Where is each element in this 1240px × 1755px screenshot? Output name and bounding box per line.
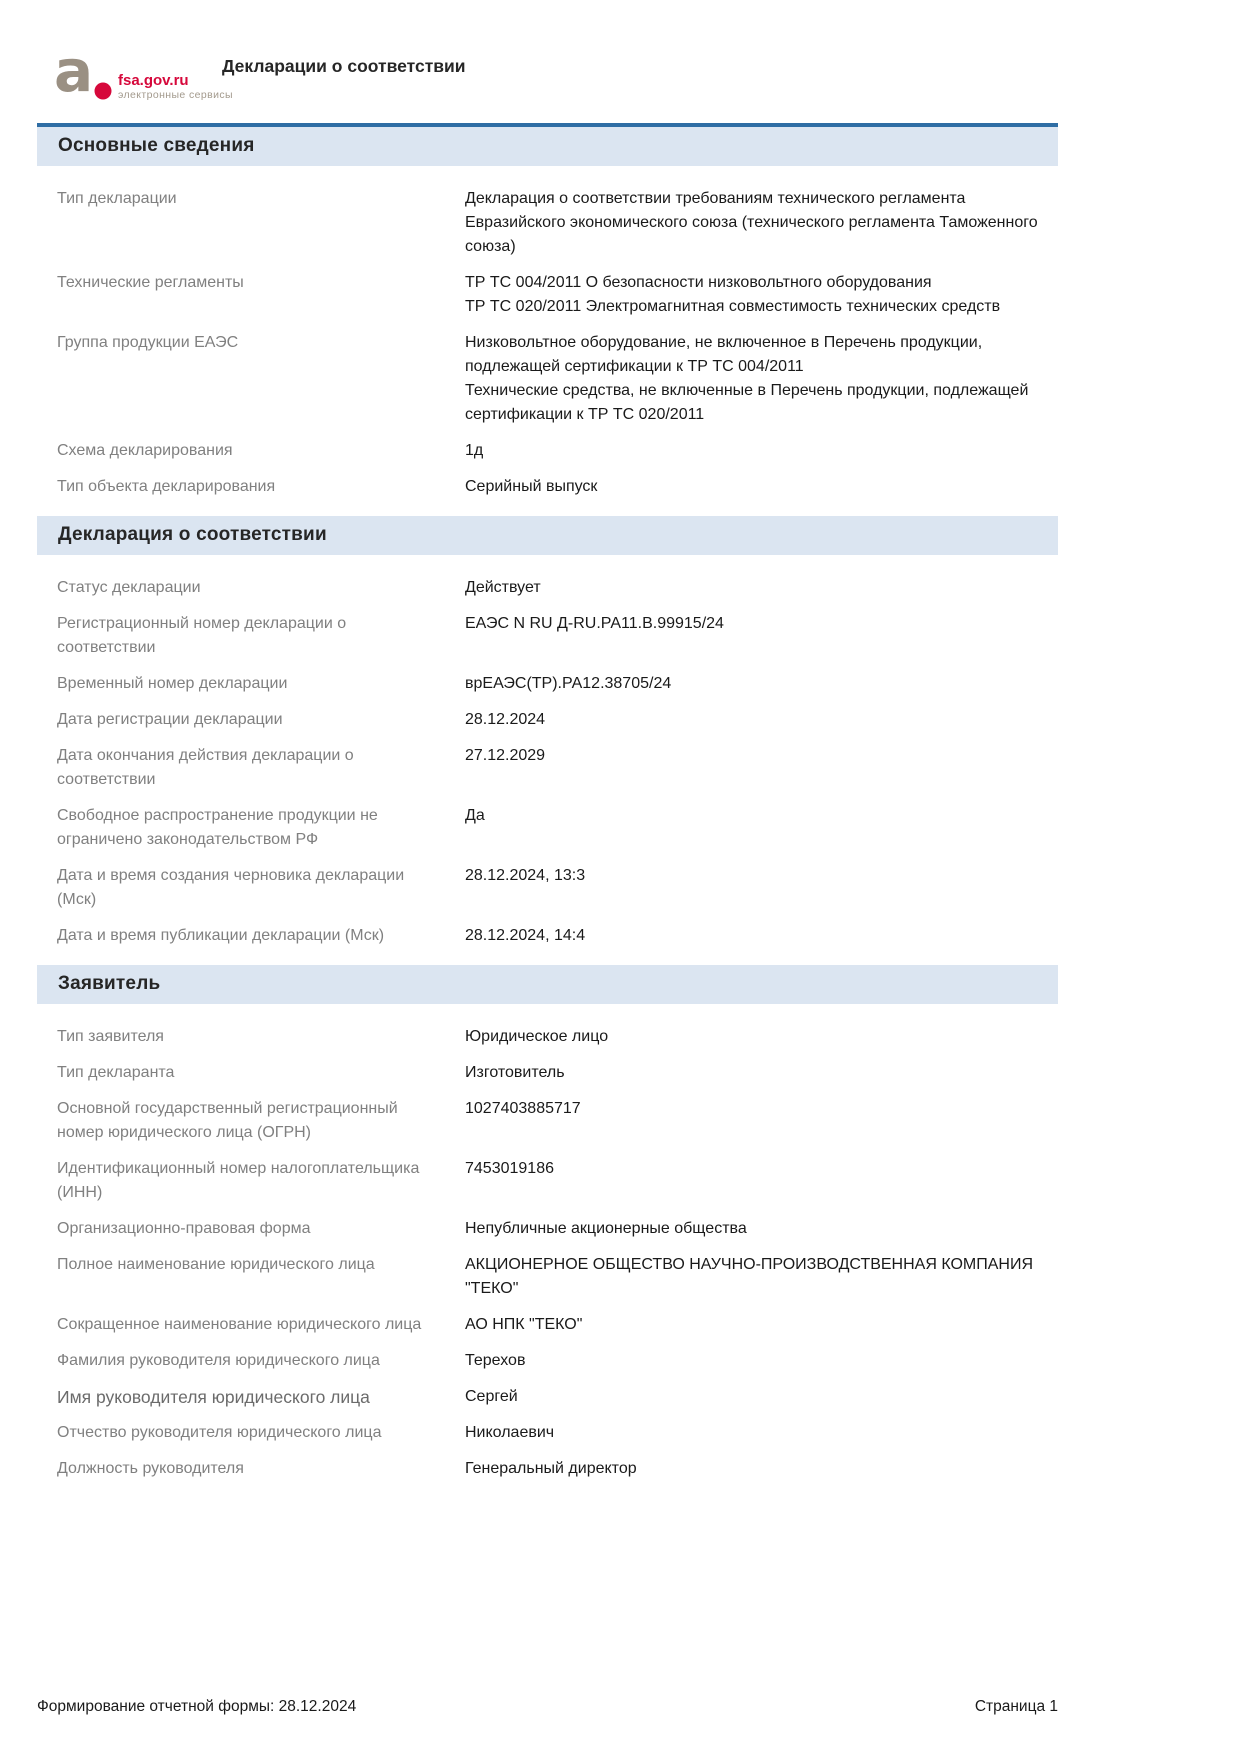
field-row — [37, 858, 1058, 918]
fsa-logo-tagline: электронные сервисы — [118, 89, 233, 101]
field-value — [465, 1313, 1043, 1337]
field-label: Регистрационный номер декларации о соответствии — [57, 615, 347, 656]
field-row — [37, 1451, 1058, 1487]
field-value — [465, 331, 1043, 427]
field-value-line: АКЦИОНЕРНОЕ ОБЩЕСТВО НАУЧНО-ПРОИЗВОДСТВЕННАЯ КОМПАНИЯ "ТЕКО" — [465, 1256, 1034, 1297]
field-value-line: Низковольтное оборудование, не включенное в Перечень продукции, подлежащей сертификации к ТР ТС 004/2011 — [465, 334, 983, 375]
field-row — [37, 325, 1058, 433]
field-value — [465, 708, 1043, 732]
field-value — [465, 271, 1043, 319]
field-row — [37, 469, 1058, 505]
field-row — [37, 1343, 1058, 1379]
field-row — [37, 1211, 1058, 1247]
field-value — [465, 672, 1043, 696]
field-value-line: ТР ТС 004/2011 О безопасности низковольтного оборудования — [465, 274, 932, 291]
section-rows — [37, 1019, 1058, 1487]
field-value — [465, 1385, 1043, 1409]
field-value-line: АО НПК "ТЕКО" — [465, 1316, 583, 1333]
section-title: Декларация о соответствии — [58, 524, 327, 545]
field-value — [465, 1025, 1043, 1049]
fsa-logo-text — [118, 73, 233, 102]
fsa-logo-domain: fsa.gov.ru — [118, 72, 189, 89]
field-label: Идентификационный номер налогоплательщика (ИНН) — [57, 1160, 420, 1201]
section-header — [37, 965, 1058, 1004]
section-title: Основные сведения — [58, 135, 255, 156]
section-rows — [37, 570, 1058, 954]
field-value — [465, 744, 1043, 792]
field-row — [37, 181, 1058, 265]
page-title: Декларации о соответствии — [222, 56, 466, 76]
field-value — [465, 1157, 1043, 1205]
section-2 — [37, 965, 1058, 1487]
field-row — [37, 798, 1058, 858]
section-0 — [37, 123, 1058, 505]
field-label: Основной государственный регистрационный номер юридического лица (ОГРН) — [57, 1100, 398, 1141]
field-value-line: 7453019186 — [465, 1160, 554, 1177]
field-value — [465, 1253, 1043, 1301]
field-label: Имя руководителя юридического лица — [57, 1387, 370, 1407]
field-value-line: Действует — [465, 579, 541, 596]
section-header — [37, 516, 1058, 555]
field-row — [37, 1091, 1058, 1151]
field-value — [465, 1349, 1043, 1373]
field-label: Свободное распространение продукции не ограничено законодательством РФ — [57, 807, 378, 848]
field-value-line: 28.12.2024, 14:4 — [465, 927, 586, 944]
field-value — [465, 576, 1043, 600]
field-label: Тип заявителя — [57, 1028, 164, 1045]
field-row — [37, 1307, 1058, 1343]
field-label: Тип объекта декларирования — [57, 478, 276, 495]
section-header — [37, 123, 1058, 166]
field-value-line: Генеральный директор — [465, 1460, 637, 1477]
field-label: Статус декларации — [57, 579, 201, 596]
field-value — [465, 1097, 1043, 1145]
footer-page-number: Страница 1 — [974, 1698, 1058, 1715]
field-value-line: Декларация о соответствии требованиям технического регламента Евразийского экономического союза (технического регламента Таможенного союза) — [465, 190, 1038, 255]
field-value-line: 28.12.2024 — [465, 711, 546, 728]
field-label: Должность руководителя — [57, 1460, 244, 1477]
field-row — [37, 1415, 1058, 1451]
field-row — [37, 1055, 1058, 1091]
field-row — [37, 666, 1058, 702]
field-value — [465, 1061, 1043, 1085]
field-value-line: 1027403885717 — [465, 1100, 581, 1117]
field-label: Тип декларанта — [57, 1064, 175, 1081]
field-value — [465, 612, 1043, 660]
field-row — [37, 702, 1058, 738]
field-row — [37, 1151, 1058, 1211]
field-value-line: Серийный выпуск — [465, 478, 598, 495]
field-row — [37, 738, 1058, 798]
field-value — [465, 864, 1043, 912]
field-value — [465, 924, 1043, 948]
field-value — [465, 804, 1043, 852]
field-label: Фамилия руководителя юридического лица — [57, 1352, 380, 1369]
field-row — [37, 570, 1058, 606]
field-label: Дата окончания действия декларации о соответствии — [57, 747, 354, 788]
field-value — [465, 1421, 1043, 1445]
field-label: Сокращенное наименование юридического лица — [57, 1316, 422, 1333]
sections — [37, 123, 1058, 1498]
field-value-line: Технические средства, не включенные в Перечень продукции, подлежащей сертификации к ТР ТС 020/2011 — [465, 382, 1029, 423]
field-row — [37, 1019, 1058, 1055]
field-value-line: Сергей — [465, 1388, 518, 1405]
field-label: Временный номер декларации — [57, 675, 288, 692]
field-value — [465, 1457, 1043, 1481]
field-value — [465, 439, 1043, 463]
field-row — [37, 1247, 1058, 1307]
field-row — [37, 265, 1058, 325]
field-value-line: ЕАЭС N RU Д-RU.РА11.В.99915/24 — [465, 615, 724, 632]
fsa-logo-red-dot-icon — [95, 83, 112, 100]
field-value-line: врЕАЭС(ТР).РА12.38705/24 — [465, 675, 672, 692]
field-label: Дата и время создания черновика декларации (Мск) — [57, 867, 405, 908]
field-value — [465, 475, 1043, 499]
field-value-line: Изготовитель — [465, 1064, 565, 1081]
field-label: Организационно-правовая форма — [57, 1220, 311, 1237]
field-value — [465, 187, 1043, 259]
footer-generated-date: Формирование отчетной формы: 28.12.2024 — [37, 1698, 357, 1715]
field-value-line: 1д — [465, 442, 484, 459]
field-value-line: 27.12.2029 — [465, 747, 546, 764]
field-value-line: 28.12.2024, 13:3 — [465, 867, 586, 884]
field-row — [37, 1379, 1058, 1415]
field-row — [37, 433, 1058, 469]
field-label: Отчество руководителя юридического лица — [57, 1424, 382, 1441]
page-footer — [37, 1698, 1058, 1716]
fsa-logo-a-icon — [54, 44, 114, 102]
field-label: Схема декларирования — [57, 442, 233, 459]
field-value-line: Да — [465, 807, 485, 824]
field-value — [465, 1217, 1043, 1241]
fsa-logo-glyph: а — [54, 44, 94, 102]
field-label: Полное наименование юридического лица — [57, 1256, 375, 1273]
section-rows — [37, 181, 1058, 505]
field-value-line: ТР ТС 020/2011 Электромагнитная совместимость технических средств — [465, 298, 1001, 315]
fsa-logo — [54, 44, 233, 102]
section-1 — [37, 516, 1058, 954]
field-label: Тип декларации — [57, 190, 177, 207]
field-label: Технические регламенты — [57, 274, 244, 291]
section-title: Заявитель — [58, 973, 161, 994]
field-value-line: Непубличные акционерные общества — [465, 1220, 747, 1237]
field-label: Дата и время публикации декларации (Мск) — [57, 927, 385, 944]
field-row — [37, 918, 1058, 954]
field-row — [37, 606, 1058, 666]
field-label: Дата регистрации декларации — [57, 711, 283, 728]
field-label: Группа продукции ЕАЭС — [57, 334, 239, 351]
field-value-line: Николаевич — [465, 1424, 555, 1441]
field-value-line: Терехов — [465, 1352, 526, 1369]
field-value-line: Юридическое лицо — [465, 1028, 609, 1045]
